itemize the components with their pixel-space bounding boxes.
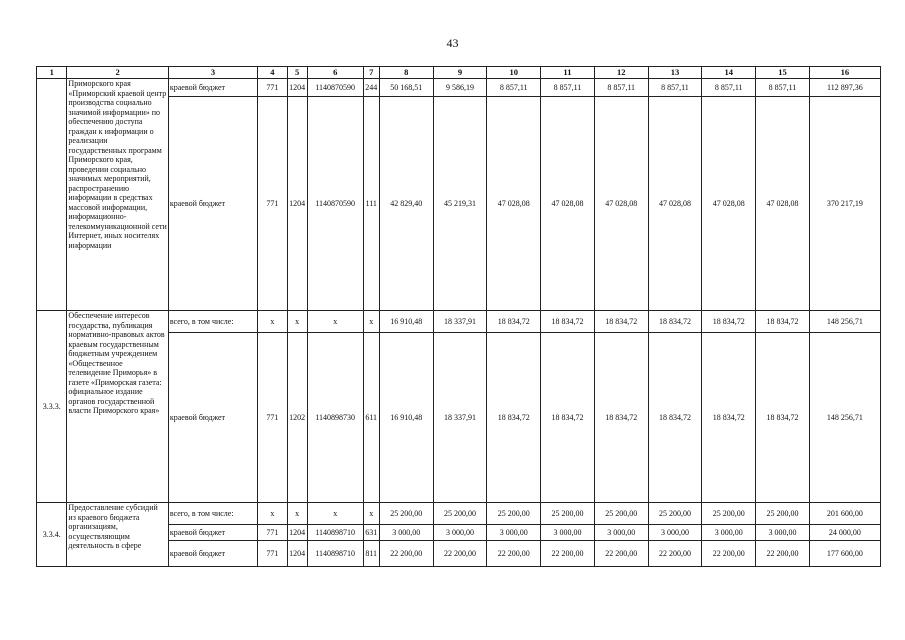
value-cell: 112 897,36 xyxy=(809,79,880,97)
value-cell: 22 200,00 xyxy=(541,541,595,567)
col-header: 3 xyxy=(168,67,257,79)
value-cell: 25 200,00 xyxy=(756,503,810,525)
cell-grbs: 771 xyxy=(258,541,287,567)
cell-grbs: 771 xyxy=(258,333,287,503)
value-cell: 50 168,51 xyxy=(379,79,433,97)
cell-grbs: x xyxy=(258,311,287,333)
value-cell: 8 857,11 xyxy=(541,79,595,97)
col-header: 4 xyxy=(258,67,287,79)
value-cell: 18 834,72 xyxy=(756,333,810,503)
cell-type: 244 xyxy=(363,79,379,97)
col-header: 8 xyxy=(379,67,433,79)
col-header: 16 xyxy=(809,67,880,79)
value-cell: 47 028,08 xyxy=(648,97,702,311)
value-cell: 47 028,08 xyxy=(594,97,648,311)
value-cell: 3 000,00 xyxy=(648,525,702,541)
value-cell: 18 834,72 xyxy=(702,311,756,333)
cell-type: x xyxy=(363,311,379,333)
cell-type: 631 xyxy=(363,525,379,541)
value-cell: 22 200,00 xyxy=(433,541,487,567)
cell-section: 1202 xyxy=(287,333,307,503)
value-cell: 42 829,40 xyxy=(379,97,433,311)
value-cell: 18 834,72 xyxy=(487,333,541,503)
funding-source: всего, в том числе: xyxy=(168,503,257,525)
col-header: 10 xyxy=(487,67,541,79)
cell-type: 611 xyxy=(363,333,379,503)
value-cell: 3 000,00 xyxy=(433,525,487,541)
item-description xyxy=(67,503,168,567)
value-cell: 25 200,00 xyxy=(379,503,433,525)
value-cell: 18 834,72 xyxy=(594,311,648,333)
value-cell: 3 000,00 xyxy=(487,525,541,541)
value-cell: 8 857,11 xyxy=(756,79,810,97)
value-cell: 18 834,72 xyxy=(541,333,595,503)
value-cell: 18 834,72 xyxy=(702,333,756,503)
value-cell: 25 200,00 xyxy=(648,503,702,525)
funding-source: краевой бюджет xyxy=(168,97,257,311)
item-description-text: Обеспечение интересов государства, публикация нормативно-правовых актов краевым государственным бюджетным учреждением «Общественное телевидение Приморья» в газете «Приморская газета: официальное издание органов государственной власти Приморского края» xyxy=(68,311,165,415)
cell-target: 1140898710 xyxy=(307,525,363,541)
value-cell: 3 000,00 xyxy=(379,525,433,541)
value-cell: 3 000,00 xyxy=(594,525,648,541)
value-cell: 18 834,72 xyxy=(541,311,595,333)
value-cell: 9 586,19 xyxy=(433,79,487,97)
value-cell: 18 834,72 xyxy=(648,311,702,333)
value-cell: 16 910,48 xyxy=(379,333,433,503)
funding-source: краевой бюджет xyxy=(168,333,257,503)
cell-type: 111 xyxy=(363,97,379,311)
value-cell: 25 200,00 xyxy=(433,503,487,525)
col-header: 5 xyxy=(287,67,307,79)
col-header: 14 xyxy=(702,67,756,79)
value-cell: 22 200,00 xyxy=(756,541,810,567)
value-cell: 8 857,11 xyxy=(702,79,756,97)
item-description xyxy=(67,79,168,311)
value-cell: 3 000,00 xyxy=(756,525,810,541)
value-cell: 18 834,72 xyxy=(648,333,702,503)
item-description-text: Приморского края «Приморский краевой центр производства социально значимой информации» по обеспечению доступа граждан к информации о реализации государственных программ Приморского края, проведении социально значимых мероприятий, распространению информации в средствах массовой информации, информационно-телекоммуникационной сети Интернет, иных носителях информации xyxy=(68,79,167,250)
cell-grbs: x xyxy=(258,503,287,525)
funding-source: всего, в том числе: xyxy=(168,311,257,333)
budget-table xyxy=(36,66,881,567)
cell-target: x xyxy=(307,311,363,333)
funding-source: краевой бюджет xyxy=(168,79,257,97)
value-cell: 16 910,48 xyxy=(379,311,433,333)
cell-section: 1204 xyxy=(287,525,307,541)
value-cell: 47 028,08 xyxy=(756,97,810,311)
value-cell: 22 200,00 xyxy=(648,541,702,567)
col-header: 1 xyxy=(37,67,67,79)
cell-type: x xyxy=(363,503,379,525)
value-cell: 25 200,00 xyxy=(541,503,595,525)
value-cell: 18 834,72 xyxy=(756,311,810,333)
value-cell: 18 834,72 xyxy=(594,333,648,503)
cell-target: x xyxy=(307,503,363,525)
col-header: 6 xyxy=(307,67,363,79)
value-cell: 148 256,71 xyxy=(809,311,880,333)
cell-target: 1140870590 xyxy=(307,97,363,311)
cell-section: 1204 xyxy=(287,97,307,311)
value-cell: 3 000,00 xyxy=(702,525,756,541)
page-number: 43 xyxy=(446,36,459,50)
col-header: 7 xyxy=(363,67,379,79)
value-cell: 22 200,00 xyxy=(379,541,433,567)
value-cell: 8 857,11 xyxy=(594,79,648,97)
cell-target: 1140898730 xyxy=(307,333,363,503)
value-cell: 25 200,00 xyxy=(487,503,541,525)
item-number: 3.3.3. xyxy=(37,311,67,503)
cell-type: 811 xyxy=(363,541,379,567)
value-cell: 47 028,08 xyxy=(487,97,541,311)
value-cell: 22 200,00 xyxy=(702,541,756,567)
item-number xyxy=(37,79,67,311)
cell-grbs: 771 xyxy=(258,79,287,97)
funding-source: краевой бюджет xyxy=(168,541,257,567)
value-cell: 18 337,91 xyxy=(433,311,487,333)
value-cell: 18 337,91 xyxy=(433,333,487,503)
col-header: 12 xyxy=(594,67,648,79)
cell-section: x xyxy=(287,503,307,525)
cell-grbs: 771 xyxy=(258,525,287,541)
cell-target: 1140870590 xyxy=(307,79,363,97)
item-number: 3.3.4. xyxy=(37,503,67,567)
value-cell: 8 857,11 xyxy=(487,79,541,97)
col-header: 9 xyxy=(433,67,487,79)
cell-target: 1140898710 xyxy=(307,541,363,567)
value-cell: 22 200,00 xyxy=(487,541,541,567)
value-cell: 22 200,00 xyxy=(594,541,648,567)
col-header: 13 xyxy=(648,67,702,79)
table-row xyxy=(37,503,881,525)
value-cell: 177 600,00 xyxy=(809,541,880,567)
value-cell: 370 217,19 xyxy=(809,97,880,311)
value-cell: 47 028,08 xyxy=(541,97,595,311)
value-cell: 18 834,72 xyxy=(487,311,541,333)
value-cell: 8 857,11 xyxy=(648,79,702,97)
cell-grbs: 771 xyxy=(258,97,287,311)
cell-section: x xyxy=(287,311,307,333)
item-description xyxy=(67,311,168,503)
col-header: 2 xyxy=(67,67,168,79)
header-row xyxy=(37,67,881,79)
cell-section: 1204 xyxy=(287,79,307,97)
funding-source: краевой бюджет xyxy=(168,525,257,541)
item-description-text: Предоставление субсидий из краевого бюджета организациям, осуществляющим деятельность в сфере xyxy=(68,503,158,550)
value-cell: 47 028,08 xyxy=(702,97,756,311)
table-row xyxy=(37,79,881,97)
col-header: 11 xyxy=(541,67,595,79)
value-cell: 25 200,00 xyxy=(702,503,756,525)
col-header: 15 xyxy=(756,67,810,79)
table-row xyxy=(37,311,881,333)
value-cell: 3 000,00 xyxy=(541,525,595,541)
cell-section: 1204 xyxy=(287,541,307,567)
value-cell: 25 200,00 xyxy=(594,503,648,525)
value-cell: 24 000,00 xyxy=(809,525,880,541)
value-cell: 148 256,71 xyxy=(809,333,880,503)
value-cell: 45 219,31 xyxy=(433,97,487,311)
value-cell: 201 600,00 xyxy=(809,503,880,525)
